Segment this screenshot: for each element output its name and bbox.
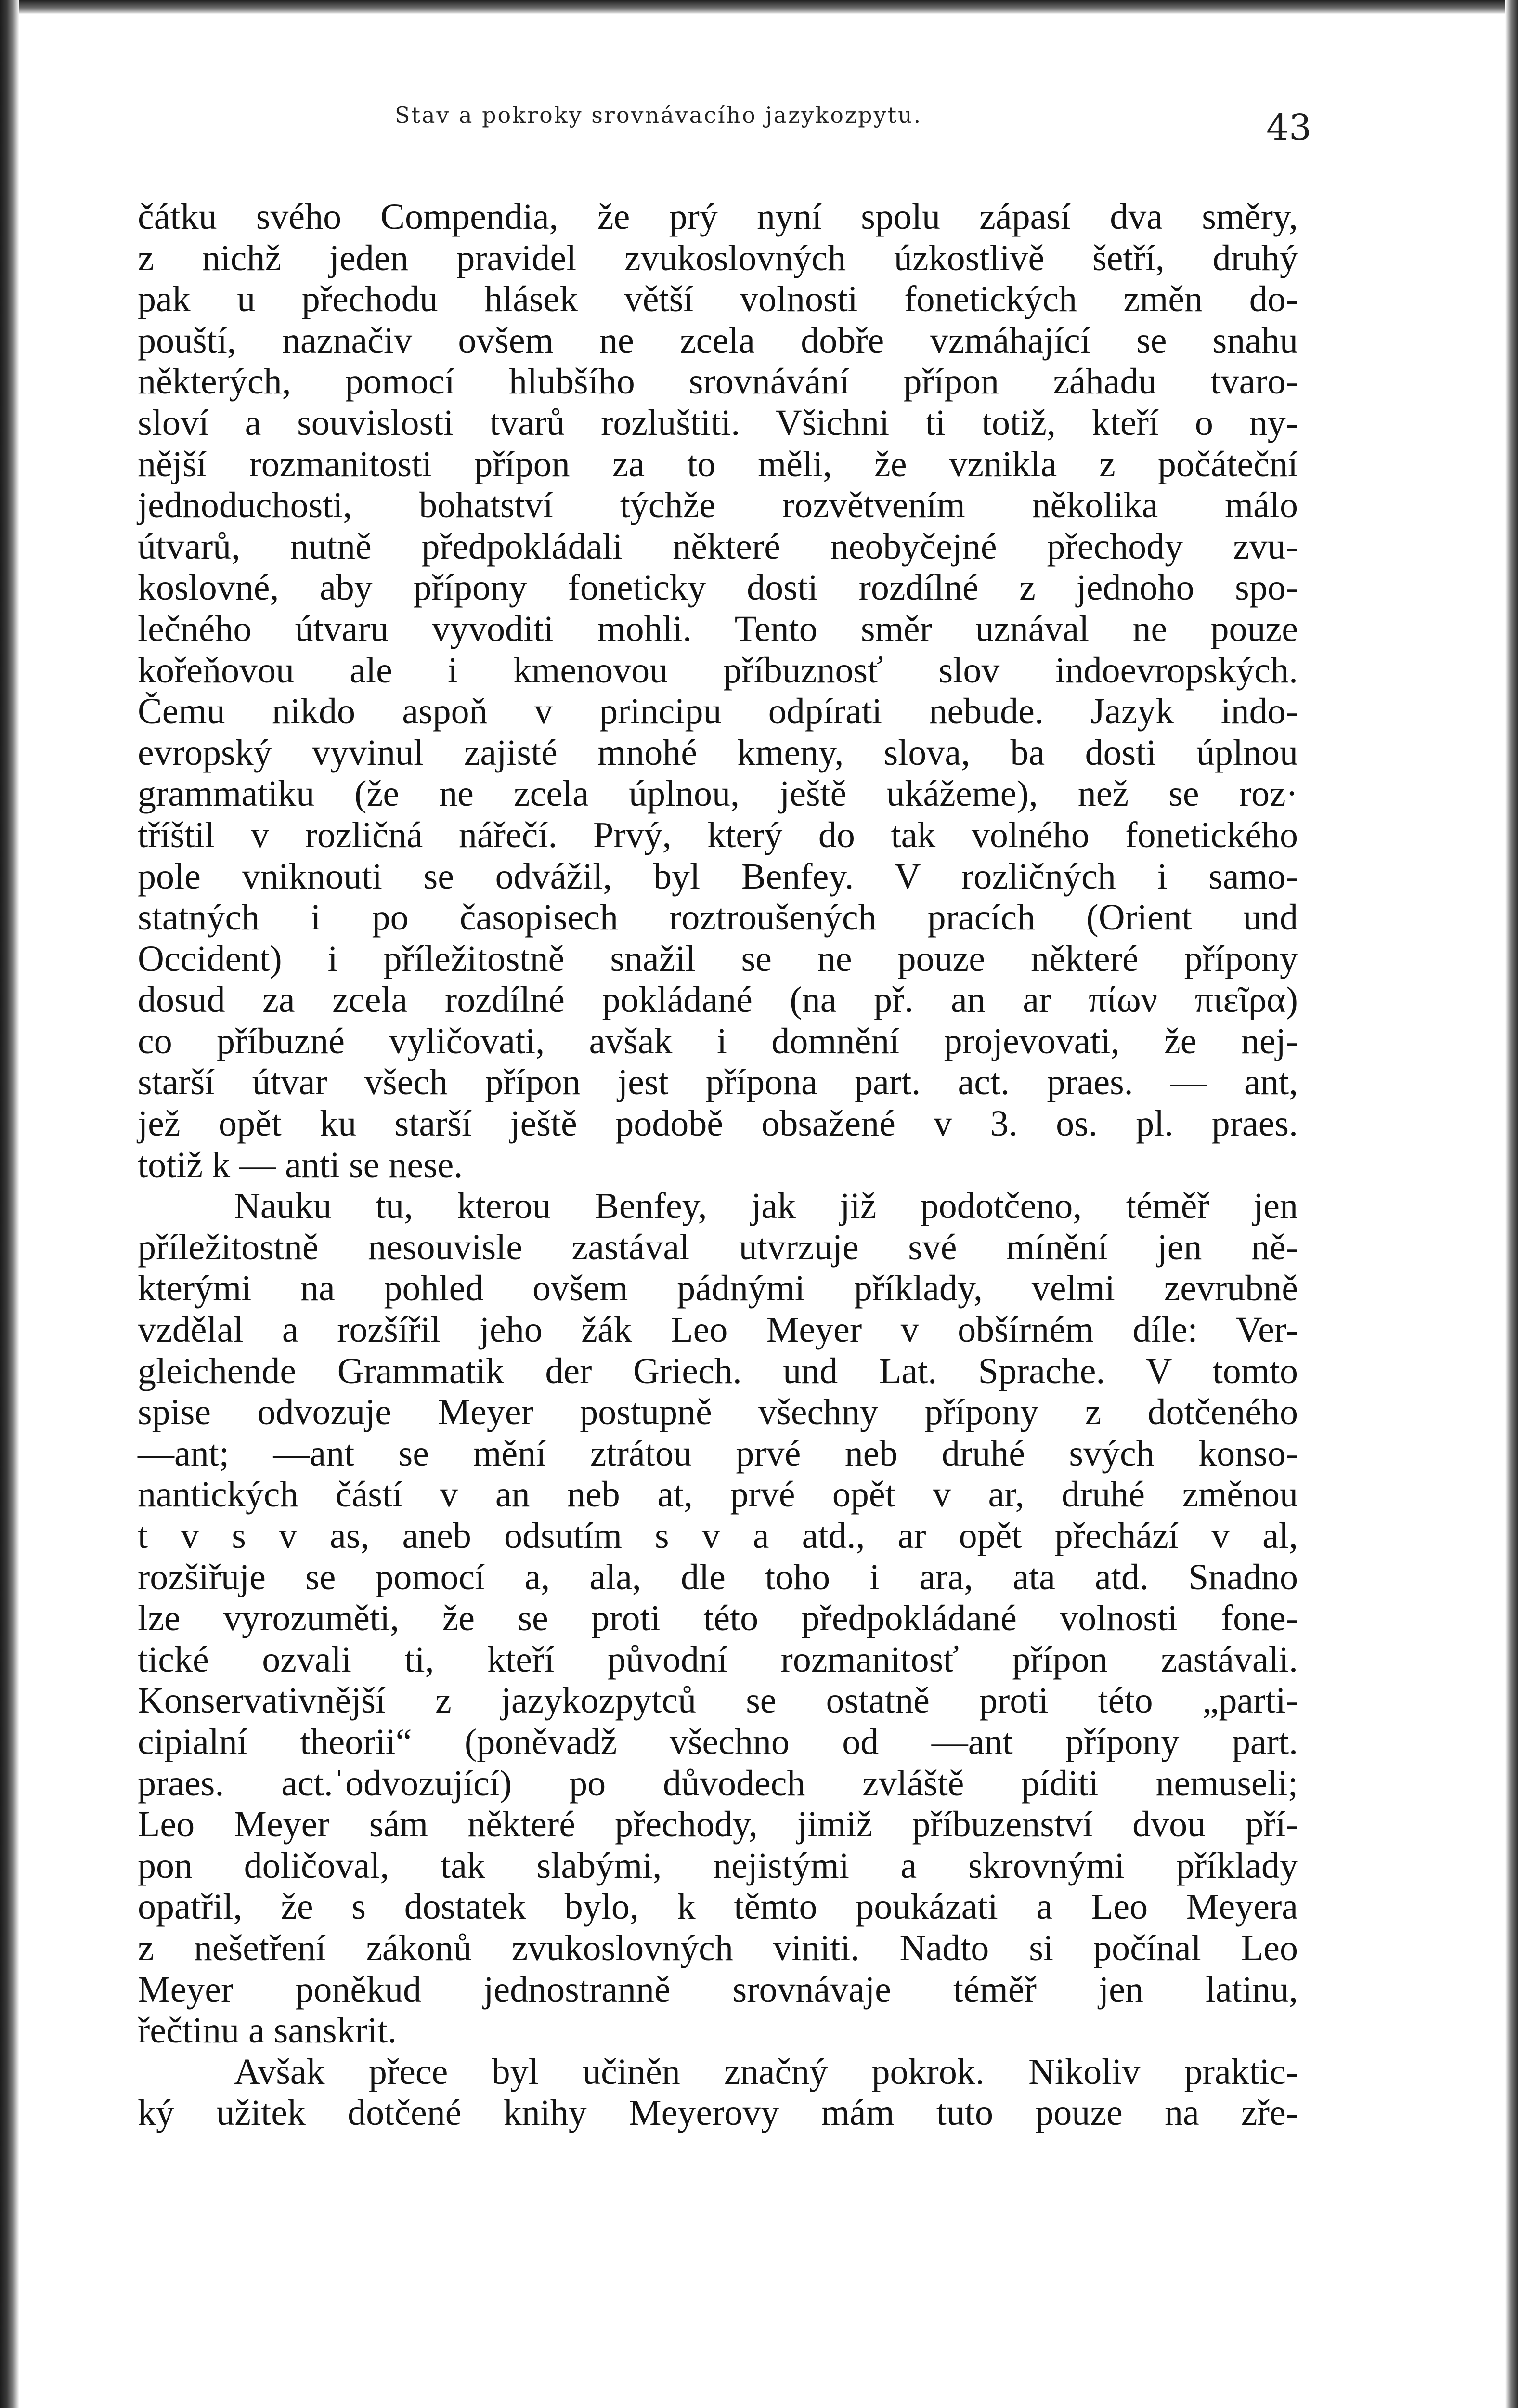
text-line: lze vyrozuměti, že se proti této předpokládané volnosti fone- <box>138 1598 1298 1639</box>
text-line: čátku svého Compendia, že prý nyní spolu zápasí dva směry, <box>138 196 1298 237</box>
text-line: Avšak přece byl učiněn značný pokrok. Nikoliv praktic- <box>234 2051 1298 2092</box>
text-line: co příbuzné vyličovati, avšak i domnění projevovati, že nej- <box>138 1021 1298 1061</box>
text-line: pon doličoval, tak slabými, nejistými a skrovnými příklady <box>138 1845 1298 1886</box>
scan-border-top <box>0 0 1518 14</box>
text-line: cipialní theorii“ (poněvadž všechno od —ant přípony part. <box>138 1721 1298 1762</box>
text-line: Meyer poněkud jednostranně srovnávaje téměř jen latinu, <box>138 1969 1298 2010</box>
text-line: řečtinu a sanskrit. <box>138 2010 397 2051</box>
text-line: lečného útvaru vyvoditi mohli. Tento směr uznával ne pouze <box>138 608 1298 649</box>
text-line: Konservativnější z jazykozpytců se ostatně proti této „parti- <box>138 1680 1298 1721</box>
text-line: vzdělal a rozšířil jeho žák Leo Meyer v obšírném díle: Ver- <box>138 1309 1298 1350</box>
text-line: rozšiřuje se pomocí a, ala, dle toho i ara, ata atd. Snadno <box>138 1557 1298 1597</box>
text-line: sloví a souvislosti tvarů rozluštiti. Všichni ti totiž, kteří o ny- <box>138 402 1298 443</box>
text-line: Leo Meyer sám některé přechody, jimiž příbuzenství dvou pří- <box>138 1804 1298 1845</box>
text-line: jež opět ku starší ještě podobě obsažené v 3. os. pl. praes. <box>138 1103 1298 1144</box>
text-line: koslovné, aby přípony foneticky dosti rozdílné z jednoho spo- <box>138 567 1298 608</box>
text-line: grammatiku (že ne zcela úplnou, ještě ukážeme), než se roz· <box>138 773 1298 814</box>
text-line: tříštil v rozličná nářečí. Prvý, který do tak volného fonetického <box>138 814 1298 855</box>
text-line: Nauku tu, kterou Benfey, jak již podotčeno, téměř jen <box>234 1186 1298 1227</box>
text-line: gleichende Grammatik der Griech. und Lat. Sprache. V tomto <box>138 1350 1298 1391</box>
scan-border-left <box>0 0 19 2408</box>
text-line: některých, pomocí hlubšího srovnávání přípon záhadu tvaro- <box>138 361 1298 402</box>
text-line: evropský vyvinul zajisté mnohé kmeny, slova, ba dosti úplnou <box>138 732 1298 773</box>
text-line: t v s v as, aneb odsutím s v a atd., ar opět přechází v al, <box>138 1516 1298 1556</box>
text-line: dosud za zcela rozdílné pokládané (na př. an ar πίων πιεῖρα) <box>138 980 1298 1021</box>
text-line: pak u přechodu hlásek větší volnosti fonetických změn do- <box>138 279 1298 320</box>
text-line: ký užitek dotčené knihy Meyerovy mám tuto pouze na zře- <box>138 2093 1298 2133</box>
text-line: nější rozmanitosti přípon za to měli, že vznikla z počáteční <box>138 444 1298 484</box>
running-header-title: Stav a pokroky srovnávacího jazykozpytu. <box>395 102 922 128</box>
text-line: totiž k — anti se nese. <box>138 1144 463 1185</box>
text-line: jednoduchosti, bohatství týchže rozvětvením několika málo <box>138 485 1298 526</box>
text-line: Occident) i příležitostně snažil se ne pouze některé přípony <box>138 938 1298 979</box>
text-line: praes. act.ˈodvozující) po důvodech zvláště píditi nemuseli; <box>138 1763 1298 1804</box>
text-line: příležitostně nesouvisle zastával utvrzuje své mínění jen ně- <box>138 1227 1298 1268</box>
text-line: z nešetření zákonů zvukoslovných viniti. Nadto si počínal Leo <box>138 1927 1298 1968</box>
text-line: útvarů, nutně předpokládali některé neobyčejné přechody zvu- <box>138 526 1298 567</box>
text-line: —ant; —ant se mění ztrátou prvé neb druhé svých konso- <box>138 1433 1298 1474</box>
text-line: Čemu nikdo aspoň v principu odpírati nebude. Jazyk indo- <box>138 691 1298 732</box>
text-line: opatřil, že s dostatek bylo, k těmto poukázati a Leo Meyera <box>138 1886 1298 1927</box>
text-line: pouští, naznačiv ovšem ne zcela dobře vzmáhající se snahu <box>138 320 1298 361</box>
text-line: statných i po časopisech roztroušených pracích (Orient und <box>138 897 1298 938</box>
text-line: pole vniknouti se odvážil, byl Benfey. V rozličných i samo- <box>138 856 1298 897</box>
body-text <box>138 196 1298 2134</box>
text-line: spise odvozuje Meyer postupně všechny přípony z dotčeného <box>138 1392 1298 1433</box>
text-line: kterými na pohled ovšem pádnými příklady, velmi zevrubně <box>138 1268 1298 1309</box>
page-number: 43 <box>1266 107 1312 148</box>
text-line: nantických částí v an neb at, prvé opět v ar, druhé změnou <box>138 1474 1298 1515</box>
text-line: z nichž jeden pravidel zvukoslovných úzkostlivě šetří, druhý <box>138 237 1298 278</box>
scan-border-right <box>1505 0 1518 2408</box>
text-line: kořeňovou ale i kmenovou příbuznosť slov indoevropských. <box>138 650 1298 691</box>
text-line: starší útvar všech přípon jest přípona part. act. praes. — ant, <box>138 1062 1298 1103</box>
text-line: tické ozvali ti, kteří původní rozmanitosť přípon zastávali. <box>138 1639 1298 1680</box>
